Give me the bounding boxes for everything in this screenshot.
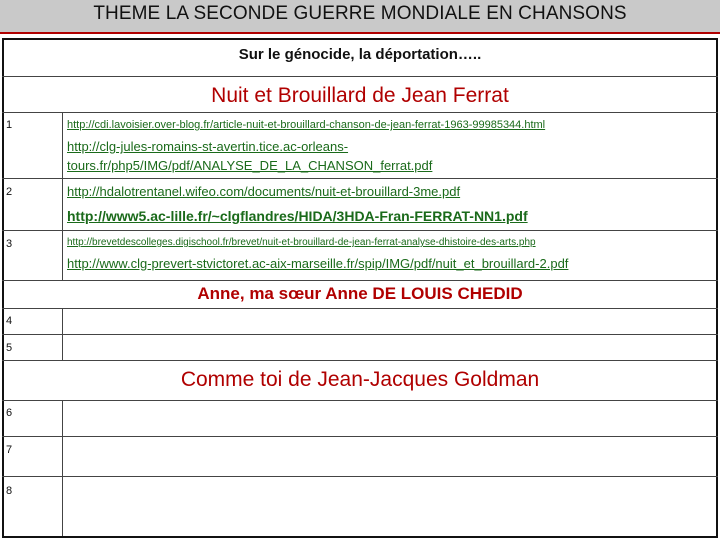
column-divider: [62, 400, 63, 536]
link-lavoisier[interactable]: http://cdi.lavoisier.over-blog.fr/article-nuit-et-brouillard-chanson-de-jean-ferrat-1963-99985344.html: [67, 119, 546, 131]
page-title: THEME LA SECONDE GUERRE MONDIALE EN CHANSONS: [93, 3, 627, 24]
row-number: 6: [6, 407, 13, 419]
row-divider: [2, 230, 718, 231]
link-clg-jules-romains-2[interactable]: tours.fr/php5/IMG/pdf/ANALYSE_DE_LA_CHANSON_ferrat.pdf: [67, 158, 433, 173]
row-number: 1: [6, 119, 13, 131]
row-number: 7: [6, 444, 13, 456]
row-divider: [2, 76, 718, 77]
section-heading-chedid: Anne, ma sœur Anne DE LOUIS CHEDID: [197, 284, 523, 303]
link-clg-prevert[interactable]: http://www.clg-prevert-stvictoret.ac-aix-marseille.fr/spip/IMG/pdf/nuit_et_brouillard-2.pdf: [67, 256, 569, 271]
row-divider: [2, 112, 718, 113]
row-number: 3: [6, 238, 13, 250]
row-divider: [2, 400, 718, 401]
subtitle: Sur le génocide, la déportation…..: [238, 46, 482, 63]
row-divider: [2, 308, 718, 309]
row-divider: [2, 178, 718, 179]
row-divider: [2, 334, 718, 335]
link-hdalotrentanel[interactable]: http://hdalotrentanel.wifeo.com/documents/nuit-et-brouillard-3me.pdf: [67, 184, 461, 199]
row-number: 2: [6, 186, 13, 198]
row-divider: [2, 280, 718, 281]
section-heading-goldman: Comme toi de Jean-Jacques Goldman: [180, 368, 540, 391]
row-number: 4: [6, 315, 13, 327]
row-number: 5: [6, 342, 13, 354]
row-number: 8: [6, 485, 13, 497]
link-ac-lille[interactable]: http://www5.ac-lille.fr/~clgflandres/HIDA/3HDA-Fran-FERRAT-NN1.pdf: [67, 208, 528, 224]
link-clg-jules-romains-1[interactable]: http://clg-jules-romains-st-avertin.tice.ac-orleans-: [67, 139, 349, 154]
column-divider: [62, 112, 63, 280]
title-bar: [0, 0, 720, 34]
link-digischool[interactable]: http://brevetdescolleges.digischool.fr/brevet/nuit-et-brouillard-de-jean-ferrat-analyse-dhistoire-des-arts.php: [67, 237, 536, 248]
row-divider: [2, 436, 718, 437]
row-divider: [2, 360, 718, 361]
row-divider: [2, 476, 718, 477]
section-heading-ferrat: Nuit et Brouillard de Jean Ferrat: [211, 84, 509, 107]
